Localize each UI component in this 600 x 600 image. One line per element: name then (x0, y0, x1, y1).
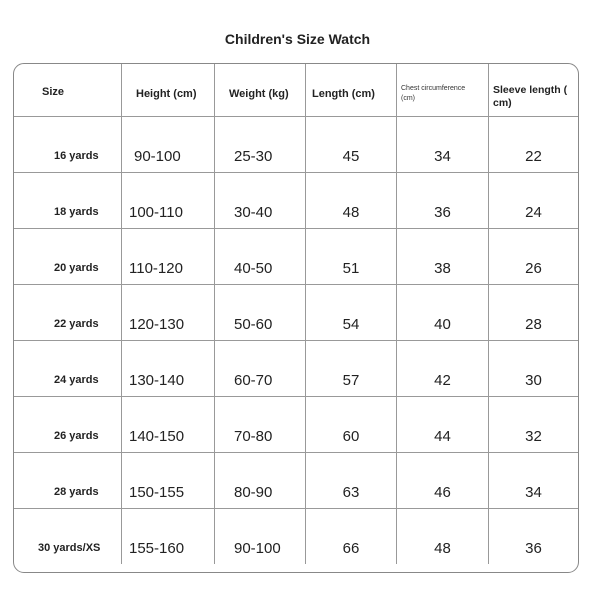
length-value: 60 (342, 428, 360, 445)
height-value: 155-160 (129, 540, 185, 557)
length-value: 63 (342, 484, 360, 501)
cell-height (121, 173, 214, 228)
header-sleeve: Sleeve length ( cm) (493, 84, 568, 109)
sleeve-value: 28 (525, 316, 542, 333)
cell-weight (214, 117, 305, 172)
cell-size (14, 453, 121, 508)
cell-weight (214, 453, 305, 508)
size-table (13, 63, 579, 573)
header-chest-line2: (cm) (401, 95, 415, 102)
weight-value: 90-100 (234, 540, 281, 557)
header-cell-sleeve (488, 64, 578, 116)
cell-length (305, 229, 396, 284)
chest-value: 34 (434, 148, 451, 165)
height-value: 140-150 (129, 428, 185, 445)
chest-value: 38 (434, 260, 451, 277)
height-value: 90-100 (134, 148, 181, 165)
sleeve-value: 36 (525, 540, 542, 557)
length-value: 45 (342, 148, 360, 165)
cell-weight (214, 397, 305, 452)
size-label: 22 yards (54, 318, 99, 330)
sleeve-value: 30 (525, 372, 542, 389)
header-size: Size (42, 86, 65, 98)
cell-sleeve (488, 229, 578, 284)
length-value: 54 (342, 316, 360, 333)
cell-chest (396, 117, 488, 172)
cell-size (14, 509, 121, 564)
header-cell-length (305, 64, 396, 116)
height-value: 150-155 (129, 484, 185, 501)
weight-value: 50-60 (234, 316, 273, 333)
sleeve-value: 22 (525, 148, 542, 165)
cell-length (305, 509, 396, 564)
cell-size (14, 117, 121, 172)
cell-size (14, 285, 121, 340)
chest-value: 46 (434, 484, 451, 501)
weight-value: 80-90 (234, 484, 273, 501)
size-label: 16 yards (54, 150, 99, 162)
cell-height (121, 397, 214, 452)
cell-sleeve (488, 117, 578, 172)
sleeve-value: 34 (525, 484, 542, 501)
cell-size (14, 397, 121, 452)
table-row (14, 396, 578, 452)
cell-length (305, 173, 396, 228)
weight-value: 30-40 (234, 204, 273, 221)
sleeve-value: 26 (525, 260, 542, 277)
size-label: 30 yards/XS (38, 542, 101, 554)
header-cell-size (14, 64, 121, 116)
cell-sleeve (488, 453, 578, 508)
size-label: 20 yards (54, 262, 99, 274)
cell-weight (214, 509, 305, 564)
cell-length (305, 285, 396, 340)
cell-chest (396, 173, 488, 228)
cell-sleeve (488, 341, 578, 396)
table-row (14, 284, 578, 340)
cell-weight (214, 285, 305, 340)
cell-size (14, 229, 121, 284)
header-weight: Weight (kg) (229, 88, 289, 100)
table-row (14, 508, 578, 564)
page-title: Children's Size Watch (224, 31, 371, 47)
sleeve-value: 32 (525, 428, 542, 445)
height-value: 120-130 (129, 316, 185, 333)
cell-chest (396, 229, 488, 284)
table-header-row (14, 64, 578, 116)
chest-value: 48 (434, 540, 451, 557)
header-cell-weight (214, 64, 305, 116)
header-cell-chest (396, 64, 488, 116)
cell-length (305, 117, 396, 172)
cell-height (121, 509, 214, 564)
cell-size (14, 173, 121, 228)
size-label: 24 yards (54, 374, 99, 386)
header-chest-line1: Chest circumference (401, 85, 466, 92)
weight-value: 25-30 (234, 148, 273, 165)
cell-height (121, 341, 214, 396)
height-value: 130-140 (129, 372, 185, 389)
cell-sleeve (488, 397, 578, 452)
cell-chest (396, 285, 488, 340)
table-row (14, 116, 578, 172)
cell-chest (396, 453, 488, 508)
weight-value: 60-70 (234, 372, 273, 389)
weight-value: 40-50 (234, 260, 273, 277)
header-length: Length (cm) (312, 88, 375, 100)
sleeve-value: 24 (525, 204, 542, 221)
cell-height (121, 117, 214, 172)
cell-height (121, 453, 214, 508)
cell-chest (396, 397, 488, 452)
header-cell-height (121, 64, 214, 116)
table-row (14, 340, 578, 396)
chest-value: 44 (434, 428, 451, 445)
cell-sleeve (488, 509, 578, 564)
cell-height (121, 229, 214, 284)
cell-weight (214, 341, 305, 396)
table-row (14, 452, 578, 508)
cell-size (14, 341, 121, 396)
cell-length (305, 397, 396, 452)
length-value: 51 (342, 260, 360, 277)
cell-chest (396, 341, 488, 396)
cell-length (305, 453, 396, 508)
header-height: Height (cm) (136, 88, 197, 100)
chest-value: 40 (434, 316, 451, 333)
length-value: 66 (342, 540, 360, 557)
chest-value: 42 (434, 372, 451, 389)
size-label: 18 yards (54, 206, 99, 218)
cell-chest (396, 509, 488, 564)
weight-value: 70-80 (234, 428, 273, 445)
length-value: 48 (342, 204, 360, 221)
table-body (14, 116, 578, 564)
cell-weight (214, 173, 305, 228)
chest-value: 36 (434, 204, 451, 221)
table-row (14, 228, 578, 284)
height-value: 110-120 (129, 260, 183, 277)
size-label: 26 yards (54, 430, 99, 442)
cell-weight (214, 229, 305, 284)
cell-sleeve (488, 285, 578, 340)
cell-length (305, 341, 396, 396)
cell-sleeve (488, 173, 578, 228)
header-chest (401, 84, 465, 104)
table-row (14, 172, 578, 228)
cell-height (121, 285, 214, 340)
length-value: 57 (342, 372, 360, 389)
size-label: 28 yards (54, 486, 99, 498)
height-value: 100-110 (129, 204, 183, 221)
